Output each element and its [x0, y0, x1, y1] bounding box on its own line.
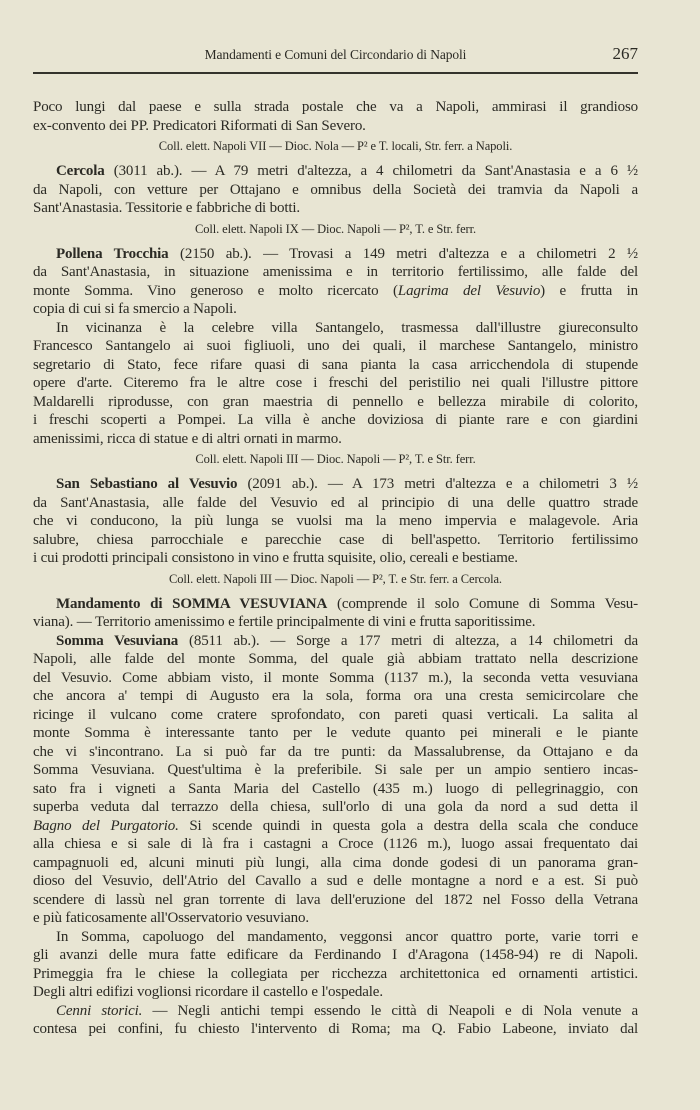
text-run: Si scende quindi in questa gola a destra della scala che conduce — [178, 817, 638, 834]
text-line: Primeggia fra le chiese la collegiata per ricchezza architettonica ed ornamenti artistici. — [33, 965, 638, 982]
text-line: campagnuoli ed, alcuni minuti più lungi, alla cima donde godesi di un panorama gran- — [33, 854, 638, 871]
running-header-title: Mandamenti e Comuni del Circondario di Napoli — [204, 47, 467, 62]
reference-note: Coll. elett. Napoli III — Dioc. Napoli — P², T. e Str. ferr. — [195, 452, 476, 466]
reference-note: Coll. elett. Napoli IX — Dioc. Napoli — P², T. e Str. ferr. — [194, 221, 477, 236]
text-run: monte Somma. Vino generoso e molto ricercato ( — [33, 282, 398, 299]
page-body — [33, 98, 638, 1039]
bold-heading: Cercola — [56, 163, 105, 179]
text-line: Maldarelli riprodusse, con gran maestria di pennello e bellezza mirabile di colorito, — [33, 393, 638, 410]
text-run: (comprende il solo Comune di Somma Vesu- — [327, 595, 639, 612]
text-run: — Negli antichi tempi essendo le città di Neapoli e di Nola venute a — [142, 1002, 638, 1019]
text-line: In Somma, capoluogo del mandamento, veggonsi ancor quattro porte, varie torri e — [56, 928, 638, 945]
text-line: copia di cui si fa smercio a Napoli. — [33, 301, 237, 317]
text-line: Degli altri edifizi voglionsi ricordare il castello e l'ospedale. — [33, 984, 383, 1000]
text-line: alla chiesa e si sale di là fra i castagni a Croce (1126 m.), luogo assai frequentato dai — [33, 836, 638, 852]
text-line: viana). — Territorio amenissimo e fertile principalmente di vini e frutta saporitissime. — [33, 614, 536, 630]
text-line: ricinge il vulcano come cratere sprofondato, con pareti quasi verticali. La salita al — [33, 706, 638, 723]
text-line: da Sant'Anastasia, in situazione amenissima e in territorio fertilissimo, alle falde del — [33, 264, 638, 280]
text-line: i cui prodotti principali consistono in vino e frutta squisite, olio, cereali e bestiame. — [33, 550, 518, 566]
text-run: (8511 ab.). — Sorge a 177 metri di altezza, a 14 chilometri da — [178, 632, 638, 649]
paragraph — [33, 245, 638, 319]
reference-note: Coll. elett. Napoli VII — Dioc. Nola — P² e T. locali, Str. ferr. a Napoli. — [158, 139, 513, 153]
text-line: da Sant'Anastasia, alle falde del Vesuvio ed al principio di una delle quattro strade — [33, 494, 638, 511]
text-line: e più faticosamente all'Osservatorio vesuviano. — [33, 910, 309, 926]
paragraph — [33, 928, 638, 1002]
bold-heading: Mandamento di SOMMA VESUVIANA — [56, 595, 328, 612]
text-line — [33, 1002, 638, 1021]
text-line: salubre, chiesa parrocchiale e parecchie case di bell'aspetto. Territorio fertilissimo — [33, 531, 638, 548]
paragraph — [33, 595, 638, 632]
text-line: che ancora a' tempi di Augusto era la sola, forma ora una cresta semicircolare che — [33, 688, 638, 704]
text-line: Poco lungi dal paese e sulla strada postale che va a Napoli, ammirasi il grandioso — [33, 99, 638, 115]
text-line: superba veduta dal terrazzo della chiesa, sull'orlo di una gola da nord a sud detta il — [33, 799, 638, 815]
text-run: (2091 ab.). — A 173 metri d'altezza e a chilometri 3 ½ — [237, 476, 638, 492]
text-line — [33, 632, 638, 651]
paragraph — [33, 98, 638, 135]
text-line: Napoli, alle falde del monte Somma, del quale già abbiam trattato nella descrizione — [33, 651, 638, 667]
text-line: Francesco Santangelo ai suoi figliuoli, uno dei quali, il marchese Santangelo, ministro — [33, 338, 638, 354]
text-line: opere d'arte. Citeremo fra le altre cose i freschi del peristilio nei quali l'illustre pittore — [33, 375, 638, 391]
text-run: ) e frutta in — [540, 282, 638, 299]
text-line: Somma Vesuviana. Quest'ultima è la preferibile. Si sale per un ampio sentiero incas- — [33, 762, 638, 778]
text-run: (3011 ab.). — A 79 metri d'altezza, a 4 chilometri da Sant'Anastasia e a 6 ½ — [104, 163, 638, 179]
text-line — [33, 595, 638, 614]
italic-text: Cenni storici. — [56, 1002, 143, 1019]
text-line: i freschi scoperti a Pompei. La villa è anche doviziosa di piante rare e con giardini — [33, 412, 638, 428]
italic-text: Lagrima del Vesuvio — [397, 282, 541, 299]
text-line: gli avanzi delle mura fatte edificare da Ferdinando I d'Aragona (1458-94) re di Napoli. — [33, 947, 638, 963]
paragraph — [33, 162, 638, 218]
reference-note: Coll. elett. Napoli III — Dioc. Napoli — P², T. e Str. ferr. a Cercola. — [169, 571, 502, 586]
text-line: Sant'Anastasia. Tessitorie e fabbriche di botti. — [33, 200, 301, 216]
bold-heading: Somma Vesuviana — [56, 632, 179, 649]
page-number: 267 — [612, 44, 638, 63]
text-line: In vicinanza è la celebre villa Santangelo, trasmessa dall'illustre giureconsulto — [56, 319, 638, 336]
text-line — [33, 475, 638, 494]
text-line — [33, 162, 638, 181]
text-line: sato fra i vigneti a Santa Maria del Castello (435 m.) luogo di pellegrinaggio, con — [33, 780, 638, 797]
paragraph — [33, 632, 638, 928]
text-line: monte Somma è interessante tanto per le vedute quanto pei minerali e le piante — [33, 725, 638, 741]
text-line: scendere di lassù nel gran torrente di lava dell'eruzione del 1872 nel Fosso della Vetrana — [33, 891, 638, 908]
text-line: da Napoli, con vetture per Ottajano e omnibus della Società dei tramvia da Napoli a — [33, 181, 638, 198]
text-line — [33, 282, 638, 301]
text-line: che vi conducono, la più lunga se vuolsi ma la meno impervia e malagevole. Aria — [33, 513, 638, 529]
bold-heading: Pollena Trocchia — [56, 245, 169, 262]
text-line — [33, 245, 638, 264]
italic-text: Bagno del Purgatorio. — [33, 817, 179, 834]
text-line: contesa pei confini, fu chiesto l'intervento di Roma; ma Q. Fabio Labeone, inviato dal — [33, 1021, 638, 1037]
text-line: che vi s'incontrano. La si può far da tre punti: da Massalubrense, da Ottajano e da — [33, 743, 638, 760]
text-line: segretario di Stato, fece rifare quasi di sana pianta la casa arricchendola di stupende — [33, 356, 638, 373]
paragraph — [33, 1002, 638, 1039]
header-rule — [33, 72, 638, 74]
paragraph — [33, 475, 638, 568]
text-line — [33, 817, 638, 836]
text-line: ex-convento dei PP. Predicatori Riformati di San Severo. — [33, 117, 366, 134]
bold-heading: San Sebastiano al Vesuvio — [56, 476, 238, 492]
text-line: amenissimi, ricca di statue e di altri ornati in marmo. — [33, 430, 342, 447]
text-line: dioso del Vesuvio, dell'Atrio del Cavallo a sud e delle montagne a nord e a est. Si può — [33, 873, 638, 889]
text-run: (2150 ab.). — Trovasi a 149 metri d'altezza e a chilometri 2 ½ — [168, 245, 638, 262]
paragraph — [33, 319, 638, 449]
text-line: del Vesuvio. Come abbiam visto, il monte Somma (1137 m.), la seconda vetta vesuviana — [33, 669, 638, 686]
